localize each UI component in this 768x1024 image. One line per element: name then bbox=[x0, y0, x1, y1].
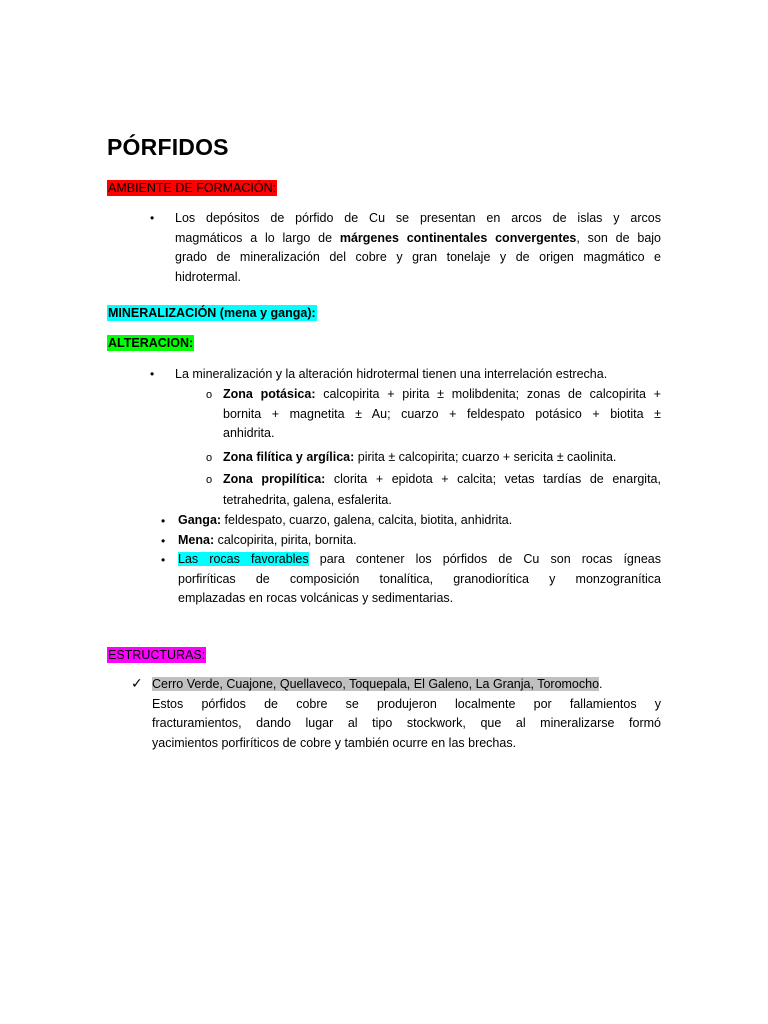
heading-ambiente: AMBIENTE DE FORMACIÓN: bbox=[108, 181, 277, 195]
circle-bullet-icon: o bbox=[206, 474, 213, 486]
bullet-icon: • bbox=[161, 534, 166, 548]
text-line: hidrotermal. bbox=[175, 269, 241, 284]
circle-bullet-icon: o bbox=[206, 452, 213, 464]
rocas-favorables-item: Las rocas favorables para contener los pórfidos de Cu son rocas ígneas porfiríticas de composición tonalítica, granodiorítica y monzogranítica emplazadas en rocas volcánicas y sedimentarias. bbox=[178, 552, 661, 605]
bullet-icon: • bbox=[150, 211, 155, 225]
mena-item: Mena: calcopirita, pirita, bornita. bbox=[178, 533, 357, 547]
bullet-icon: • bbox=[150, 367, 155, 381]
bullet-icon: • bbox=[161, 553, 166, 567]
page-title: PÓRFIDOS bbox=[107, 134, 229, 160]
heading-estructuras: ESTRUCTURAS: bbox=[108, 648, 206, 662]
heading-mineralizacion: MINERALIZACIÓN (mena y ganga): bbox=[108, 306, 316, 320]
text-line: magmáticos a lo largo de márgenes continentales convergentes, son de bajo bbox=[175, 230, 661, 245]
heading-alteracion: ALTERACION: bbox=[108, 336, 194, 350]
zona-potasica: Zona potásica: calcopirita + pirita ± molibdenita; zonas de calcopirita + bornita + magnetita ± Au; cuarzo + feldespato potásico + biotita ± anhidrita. bbox=[223, 387, 661, 440]
zona-filitica: Zona filítica y argílica: pirita ± calcopirita; cuarzo + sericita ± caolinita. bbox=[223, 450, 617, 464]
ganga-item: Ganga: feldespato, cuarzo, galena, calcita, biotita, anhidrita. bbox=[178, 513, 513, 527]
circle-bullet-icon: o bbox=[206, 389, 213, 401]
text-line: Los depósitos de pórfido de Cu se presentan en arcos de islas y arcos bbox=[175, 211, 661, 225]
bullet-icon: • bbox=[161, 514, 166, 528]
zona-propilitica: Zona propilítica: clorita + epidota + calcita; vetas tardías de enargita, tetrahedrita, galena, esfalerita. bbox=[223, 472, 661, 507]
alteracion-intro: La mineralización y la alteración hidrotermal tienen una interrelación estrecha. bbox=[175, 367, 608, 381]
estructuras-paragraph: Cerro Verde, Cuajone, Quellaveco, Toquepala, El Galeno, La Granja, Toromocho. Estos pórfidos de cobre se produjeron localmente por fallamientos y fracturamientos, dando lugar al tipo stockwork, que al mineralizarse formó yacimientos porfiríticos de cobre y también ocurre en las brechas. bbox=[152, 677, 661, 750]
deposits-list: Cerro Verde, Cuajone, Quellaveco, Toquepala, El Galeno, La Granja, Toromocho bbox=[152, 677, 600, 691]
ambiente-paragraph bbox=[175, 209, 661, 287]
text-line: grado de mineralización del cobre y gran tonelaje y de origen magmático e bbox=[175, 250, 661, 264]
check-icon: ✓ bbox=[131, 675, 143, 691]
